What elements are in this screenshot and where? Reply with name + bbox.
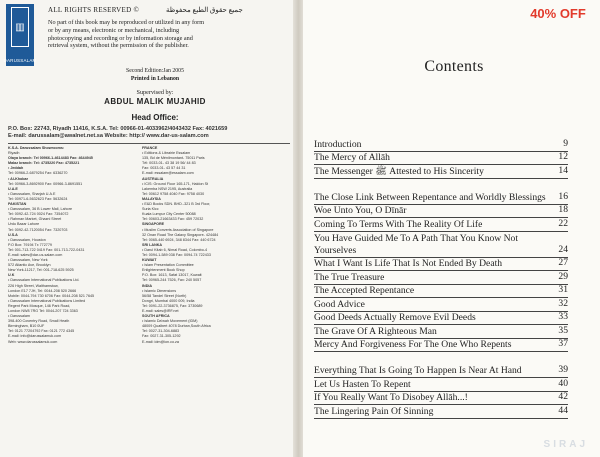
directory-line: Tel: 0065-440 6924, 348 8344 Fax: 440 6724 xyxy=(142,237,216,242)
directory-line: Web: www.darussalamuk.com xyxy=(8,339,58,344)
directory-line: Tél: 0033-01- 43 38 19 56/ 44 83 xyxy=(142,161,196,166)
directory-line: SOUTH AFRICA xyxy=(142,314,170,319)
directory-line: FRANCE xyxy=(142,146,158,150)
copyright-symbol: © xyxy=(133,6,140,14)
toc-entry-page: 35 xyxy=(558,324,568,336)
head-office-heading: Head Office: xyxy=(131,113,179,122)
directory-line: • Islamic Dimensions xyxy=(142,288,177,293)
toc-entry-title: The Accepted Repentance xyxy=(314,285,415,296)
toc-entry xyxy=(314,405,568,419)
directory-line: 135, Bd de Ménilmontant- 75011 Paris xyxy=(142,156,205,161)
supervisor-name: ABDUL MALIK MUJAHID xyxy=(104,97,206,106)
toc-entry xyxy=(314,392,568,406)
toc-entry-page: 33 xyxy=(558,311,568,322)
directory-line: • Darussalam, Houston xyxy=(8,237,46,242)
toc-entry xyxy=(314,325,568,339)
discount-badge: 40% OFF xyxy=(530,6,586,21)
directory-line: Tel: 00971-6-5632623 Fax: 5632624 xyxy=(8,196,68,201)
head-office-contact: E-mail: darussalam@awalnet.net.sa Website: http:// www.dar-us-salam.com xyxy=(8,133,209,139)
logo-text: DARUSSALAM xyxy=(3,58,37,63)
toc-entry-page: 37 xyxy=(558,338,568,349)
toc-entry xyxy=(314,339,568,353)
directory-line: New York-11217, Tel: 001-718-625 5925 xyxy=(8,268,74,273)
directory-line: • Darussalam xyxy=(8,314,30,319)
directory-line: 226 High Street, Walthamstow, xyxy=(8,283,59,288)
directory-line: London NW8 7RG Tel: 0044-207 724 3363 xyxy=(8,309,78,313)
rights-text: ALL RIGHTS RESERVED xyxy=(48,6,132,14)
directory-line: Tel: 0092-42-7120054 Fax: 7320703 xyxy=(8,227,68,232)
toc-entry-title: Introduction xyxy=(314,138,362,150)
directory-line: Tel: 0027-31-304-6883 xyxy=(142,329,180,334)
showroom-directory-left xyxy=(8,146,138,345)
directory-line: E-mail: sales@dar-us-salam.com xyxy=(8,252,63,257)
contents-heading: Contents xyxy=(424,58,484,75)
directory-line: Urdu Bazar Lahore xyxy=(8,222,40,227)
directory-line: London E17 7JH, Tel: 0044-208 520 2666 xyxy=(8,288,77,293)
toc-entry-page: 24 xyxy=(558,243,568,255)
directory-line: Enlightenment Book Shop xyxy=(142,268,185,273)
toc-entry xyxy=(314,378,568,392)
toc-entry-title: Good Advice xyxy=(314,298,365,310)
directory-line: • Darussalam International Publications Limited xyxy=(8,298,86,303)
toc-entry-title: Good Deeds Actually Remove Evil Deeds xyxy=(314,312,476,323)
rights-reserved xyxy=(48,6,139,14)
directory-line: E-mail: essalam@essalam.com xyxy=(142,171,194,176)
directory-line: Tel: 0091-22-3736875, Fax: 3730689 xyxy=(142,303,203,308)
printed-in-text: Printed in Lebanon xyxy=(130,76,180,82)
toc-entry-page: 31 xyxy=(558,284,568,295)
toc-entry-title: The True Treasure xyxy=(314,271,385,283)
directory-line: • Muslim Converts Association of Singapore xyxy=(142,227,214,232)
showroom-directory-right xyxy=(142,146,288,345)
toc-entry-page: 32 xyxy=(558,297,568,309)
toc-entry xyxy=(314,298,568,312)
toc-entry-title: The Close Link Between Repentance and Worldly Blessings xyxy=(314,191,546,203)
toc-entry-title: What I Want Is Life That Is Not Ended By Death xyxy=(314,258,503,269)
toc-entry-title: Let Us Hasten To Repent xyxy=(314,378,411,390)
toc-entry xyxy=(314,152,568,166)
toc-entry xyxy=(314,232,568,258)
directory-line: Olaya branch: Tel 00966-1-4614483 Fax: 4644945 xyxy=(8,156,93,161)
copyright-line: retrieval system, without the permission of the publisher. xyxy=(48,42,189,50)
toc-entry xyxy=(314,258,568,272)
directory-line: • Al-Khobar xyxy=(8,176,28,181)
toc-entry-title: Everything That Is Going To Happen Is Near At Hand xyxy=(314,365,522,376)
directory-line: U.S.A xyxy=(8,232,18,237)
toc-entry-page: 14 xyxy=(558,164,568,176)
directory-line: INDIA xyxy=(142,283,153,288)
toc-entry-title: If You Really Want To Disobey Allāh...! xyxy=(314,392,468,403)
directory-line: • Darussalam International Publications Ltd. xyxy=(8,278,80,283)
directory-line: PAKISTAN xyxy=(8,202,27,207)
toc-entry-title: The Lingering Pain Of Sinning xyxy=(314,405,434,417)
directory-line: Malaz branch: Tel: 4735220 Fax: 4735221 xyxy=(8,161,80,166)
toc-entry-page: 9 xyxy=(563,137,568,149)
toc-entry-page: 22 xyxy=(558,217,568,229)
toc-entry xyxy=(314,285,568,299)
directory-line: • Rahman Market, Ghazni Street xyxy=(8,217,62,222)
directory-line: • Jeddah xyxy=(8,166,24,171)
directory-line: • Darul Kitab 6, Nimal Road, Colombo-4 xyxy=(142,247,208,252)
directory-line: Tel: 00966-3-8692900 Fax: 00966-3-8691551 xyxy=(8,181,83,186)
directory-line: Tel: 001-713-722 0419 Fax: 001-713-722-0431 xyxy=(8,247,85,252)
directory-line: Tel: 00966-2-6879254 Fax: 6336270 xyxy=(8,171,68,176)
toc-entry xyxy=(314,312,568,326)
directory-line: MALAYSIA xyxy=(142,196,161,201)
directory-line: • ICIS: Ground Floor 165-171, Haldon St xyxy=(142,181,209,186)
directory-line: Tel: 0121 77204792 Fax: 0121 772 4345 xyxy=(8,329,75,334)
directory-line: 32 Onan Road The Galaxy Singapore- 424484 xyxy=(142,232,219,237)
toc-entry-title: Mercy And Forgiveness For The One Who Repents xyxy=(314,339,512,350)
toc-entry xyxy=(314,352,568,378)
toc-entry-title: You Have Guided Me To A Path That You Know Not Yourselves xyxy=(314,232,519,256)
toc-entry-page: 40 xyxy=(558,377,568,389)
toc-entry xyxy=(314,205,568,219)
toc-entry-page: 44 xyxy=(558,404,568,416)
toc-entry-title: Woe Unto You, O Dīnār xyxy=(314,205,407,216)
directory-line: • Editions & Librairie Essalam xyxy=(142,151,191,156)
toc-entry-page: 18 xyxy=(558,204,568,215)
directory-line: E-mail: idm@ion.co.za xyxy=(142,339,179,344)
directory-line: • Islam Presentation Committee xyxy=(142,263,194,268)
directory-line: Fax: 0033-01- 43 57 44 31 xyxy=(142,166,186,171)
divider xyxy=(8,143,290,144)
directory-line: P.O Box: 79194 Tx 772779 xyxy=(8,242,52,247)
directory-line: Kuala Lumpur City Center 50088 xyxy=(142,212,196,217)
table-of-contents xyxy=(314,138,568,419)
toc-entry-page: 42 xyxy=(558,391,568,402)
directory-line: • Darussalam, Sharjah U.A.E xyxy=(8,191,56,196)
supervised-label: Supervised by: xyxy=(136,89,174,96)
directory-line: P.O. Box: 1613, Safat 13017, Kuwait xyxy=(142,273,202,278)
toc-entry-page: 27 xyxy=(558,257,568,268)
copyright-notice xyxy=(48,19,280,50)
toc-entry xyxy=(314,179,568,205)
directory-line: 398-400 Coventry Road, Small Heath xyxy=(8,319,70,324)
directory-line: Dongri, Mumbai 4000 009, India xyxy=(142,298,195,303)
toc-entry xyxy=(314,271,568,285)
directory-line: Tel: 0094-1-589 038 Fax: 0094-74 722433 xyxy=(142,252,211,257)
copyright-line: photocopying and recording or by information storage and xyxy=(48,34,193,42)
directory-line: E-mail: info@darussalamuk.com xyxy=(8,334,62,339)
directory-line: • Darussalam, 36 B Lower Mall, Lahore xyxy=(8,207,73,212)
directory-line: Birmingham, B10 0UF xyxy=(8,324,45,329)
copyright-line: No part of this book may be reproduced or utilized in any form xyxy=(48,19,205,26)
directory-line: • Islamic Da'wah Movement (IDM) xyxy=(142,319,198,324)
directory-line: K.S.A. Darussalam Showrooms: xyxy=(8,146,65,150)
directory-line: Suria Klcc xyxy=(142,207,159,212)
directory-line: • E&D Books SDN. BHD.-321 B 3rd Floor, xyxy=(142,202,211,207)
directory-line: U.A.E xyxy=(8,186,18,191)
left-page xyxy=(0,0,297,457)
toc-entry-title: The Messenger ﷺ Attested to His Sincerity xyxy=(314,165,484,177)
directory-line: • Darussalam, New York xyxy=(8,258,48,263)
store-watermark: SIRAJ xyxy=(543,439,588,450)
directory-line: Mobile: 0044-794 730 6706 Fax: 0044-208 521 7645 xyxy=(8,293,95,298)
directory-line: Lakemba NSW 2195, Australia xyxy=(142,186,193,191)
directory-line: 572 Atlantic Ave, Brooklyn xyxy=(8,263,51,268)
publisher-logo xyxy=(3,4,37,66)
logo-emblem-icon: ▥ xyxy=(11,7,29,47)
toc-entry xyxy=(314,218,568,232)
directory-line: U.K xyxy=(8,273,15,278)
toc-entry-page: 39 xyxy=(558,364,568,375)
directory-line: Tel: 00612 9758 4040 Fax: 9758 4030 xyxy=(142,191,205,196)
directory-line: SRI LANKA xyxy=(142,242,163,247)
toc-entry-page: 12 xyxy=(558,151,568,162)
directory-line: 56/58 Tandel Street (North) xyxy=(142,293,187,298)
directory-line: Regent Park Mosque, 146 Park Road, xyxy=(8,303,71,308)
toc-entry-title: Coming To Terms With The Reality Of Life xyxy=(314,218,483,230)
directory-line: E-mail: sales@IRF.net xyxy=(142,309,179,313)
directory-line: Tel: 00603-21663433 Fax: 459 72032 xyxy=(142,217,204,222)
directory-line: Tel: 00965-244 7526, Fax: 240 5057 xyxy=(142,278,202,283)
copyright-line: or by any means, electronic or mechanical, including xyxy=(48,26,180,34)
head-office-address: P.O. Box: 22743, Riyadh 11416, K.S.A. Tel: 00966-01-4033962/4043432 Fax: 4021659 xyxy=(8,126,228,132)
toc-entry-title: The Mercy of Allāh xyxy=(314,152,390,163)
toc-entry xyxy=(314,138,568,152)
directory-line: SINGAPORE xyxy=(142,222,165,227)
edition-text: Second Edition:Jan 2005 xyxy=(126,68,184,74)
toc-entry-page: 29 xyxy=(558,270,568,282)
toc-entry-page: 16 xyxy=(558,190,568,202)
toc-entry-title: The Grave Of A Righteous Man xyxy=(314,325,437,337)
directory-line: Riyadh xyxy=(8,151,20,156)
rights-reserved-arabic: جميع حقوق الطبع محفوظة xyxy=(166,6,243,14)
directory-line: 48009 Qualbert 4078 Durban,South Africa xyxy=(142,324,211,329)
toc-entry xyxy=(314,165,568,179)
directory-line: Tel: 0092-42-724 0024 Fax: 7354072 xyxy=(8,212,69,217)
directory-line: KUWAIT xyxy=(142,258,157,263)
directory-line: Fax: 0027-31-305-1292 xyxy=(142,334,181,339)
directory-line: AUSTRALIA xyxy=(142,176,164,181)
